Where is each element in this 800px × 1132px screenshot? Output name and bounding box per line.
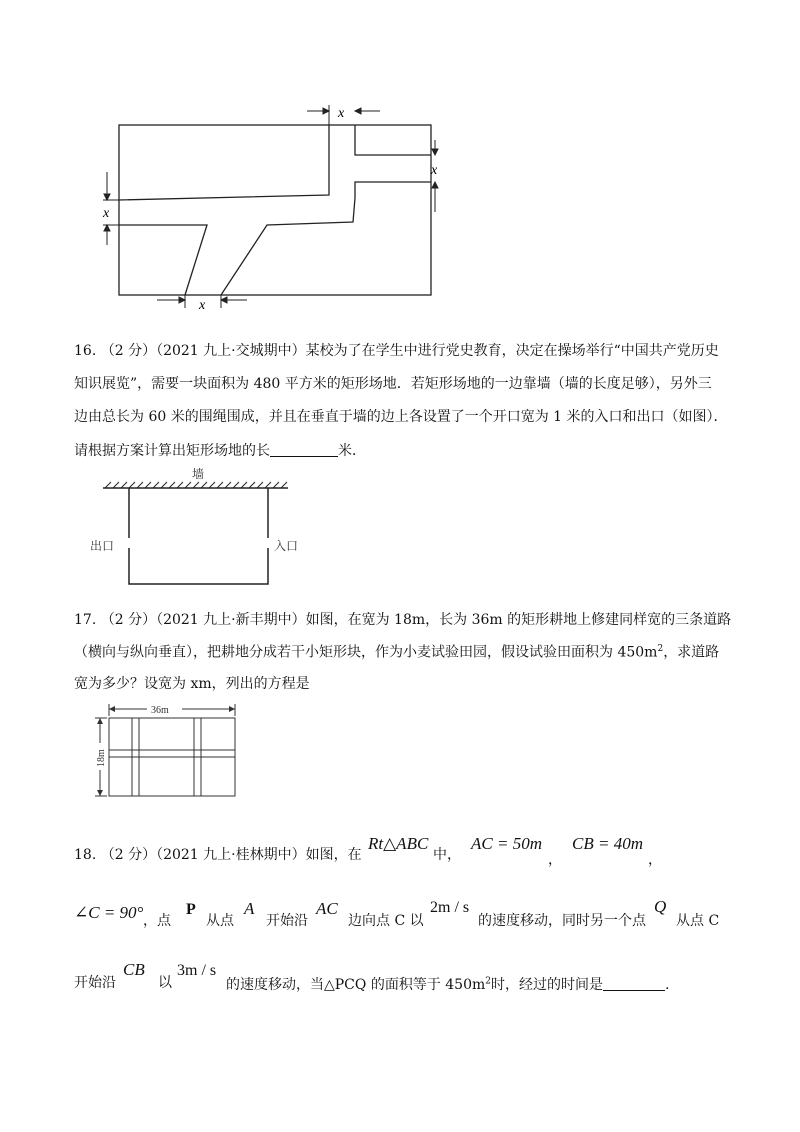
q18-score: （2 分） xyxy=(100,847,157,863)
q18-header xyxy=(74,848,362,862)
q18-math-speed-1: 2m / s xyxy=(430,899,470,916)
q18-math-cb: CB = 40m xyxy=(572,834,643,853)
q17-text-2-end: ，求道路 xyxy=(663,644,720,661)
q18-superscript: 2 xyxy=(485,976,492,987)
entrance-label: 入口 xyxy=(274,539,299,553)
figure-farmland xyxy=(92,700,242,800)
q18-text-4: 从点 xyxy=(206,913,234,929)
q17-line-2 xyxy=(74,645,719,660)
wall-hatching xyxy=(105,482,287,488)
q18-text-2: 中， xyxy=(433,847,461,863)
q17-source: （2021 九上·新丰期中） xyxy=(156,612,306,628)
q16-number: 16. xyxy=(74,343,97,359)
q17-number: 17. xyxy=(74,612,97,628)
dim-label-top: x xyxy=(338,106,345,121)
q18-text-8: 从点 C xyxy=(676,913,720,929)
q18-math-a: A xyxy=(244,899,255,918)
q17-text-2: （横向与纵向垂直），把耕地分成若干小矩形块，作为小麦试验田园，假设试验田面积为 450m xyxy=(74,644,658,661)
q17-score: （2 分） xyxy=(100,612,157,628)
q18-answer-blank[interactable] xyxy=(603,976,665,991)
q18-text-6: 边向点 C 以 xyxy=(348,913,424,929)
q16-text-1: 某校为了在学生中进行党史教育，决定在操场举行“中国共产党历史 xyxy=(305,343,719,359)
q17-line-1 xyxy=(74,613,731,627)
dim-label-bottom: x xyxy=(199,298,206,313)
q16-text-4-end: 米． xyxy=(338,443,366,459)
figure-paths xyxy=(95,100,455,315)
q16-answer-blank[interactable] xyxy=(270,442,338,457)
q18-text-10: 以 xyxy=(158,975,172,991)
paths-diagram-lines xyxy=(119,125,431,295)
dimension-arrows xyxy=(103,105,438,308)
q17-superscript: 2 xyxy=(657,644,664,654)
q18-math-p: P xyxy=(186,901,196,918)
q18-number: 18. xyxy=(74,847,97,863)
height-label: 18m xyxy=(96,749,107,767)
q18-text-1: 如图，在 xyxy=(305,847,362,863)
q16-line-4 xyxy=(74,442,366,458)
dim-label-right: x xyxy=(431,163,438,178)
q18-text-5: 开始沿 xyxy=(266,913,308,929)
q18-text-7: 的速度移动，同时另一个点 xyxy=(478,913,646,929)
q18-math-ac-2: AC xyxy=(316,899,338,918)
q18-text-11: 的速度移动，当△PCQ 的面积等于 450m xyxy=(226,977,486,993)
q18-line-end xyxy=(226,976,669,992)
q16-text-4: 请根据方案计算出矩形场地的长 xyxy=(74,443,270,459)
q18-text-3: ，点 xyxy=(143,913,171,929)
wall-label: 墙 xyxy=(192,467,205,481)
q18-source: （2021 九上·桂林期中） xyxy=(156,847,306,863)
q16-line-3: 边由总长为 60 米的围绳围成，并且在垂直于墙的边上各设置了一个开口宽为 1 米的入口和出口（如图）． xyxy=(74,409,728,425)
q18-math-ac: AC = 50m xyxy=(471,834,542,853)
field-rope xyxy=(129,488,268,584)
q16-score: （2 分） xyxy=(100,343,157,359)
q18-math-q: Q xyxy=(654,897,667,916)
q17-text-1: 如图，在宽为 18m，长为 36m 的矩形耕地上修建同样宽的三条道路 xyxy=(305,612,732,628)
q18-text-9: 开始沿 xyxy=(74,975,116,991)
q17-line-3: 宽为多少？设宽为 xm，列出的方程是 xyxy=(74,676,310,692)
q16-line-2: 知识展览”，需要一块面积为 480 平方米的矩形场地．若矩形场地的一边靠墙（墙的长度足够），另外三 xyxy=(74,376,712,392)
figure-wall-field xyxy=(88,466,308,590)
q18-comma-1: ， xyxy=(548,852,562,868)
q18-math-rt-triangle: Rt△ABC xyxy=(368,834,429,853)
q18-comma-2: ， xyxy=(648,852,662,868)
width-label: 36m xyxy=(151,705,169,716)
q18-text-11-end: 时，经过的时间是 xyxy=(491,977,604,993)
q16-line-1 xyxy=(74,344,719,358)
dim-label-left: x xyxy=(103,206,110,221)
q18-math-cb-2: CB xyxy=(123,960,145,979)
q18-text-12: . xyxy=(665,977,670,993)
q16-source: （2021 九上·交城期中） xyxy=(156,343,306,359)
q18-math-speed-2: 3m / s xyxy=(177,962,217,979)
exit-label: 出口 xyxy=(90,539,115,553)
q18-math-angle: ∠C = 90° xyxy=(74,903,144,922)
